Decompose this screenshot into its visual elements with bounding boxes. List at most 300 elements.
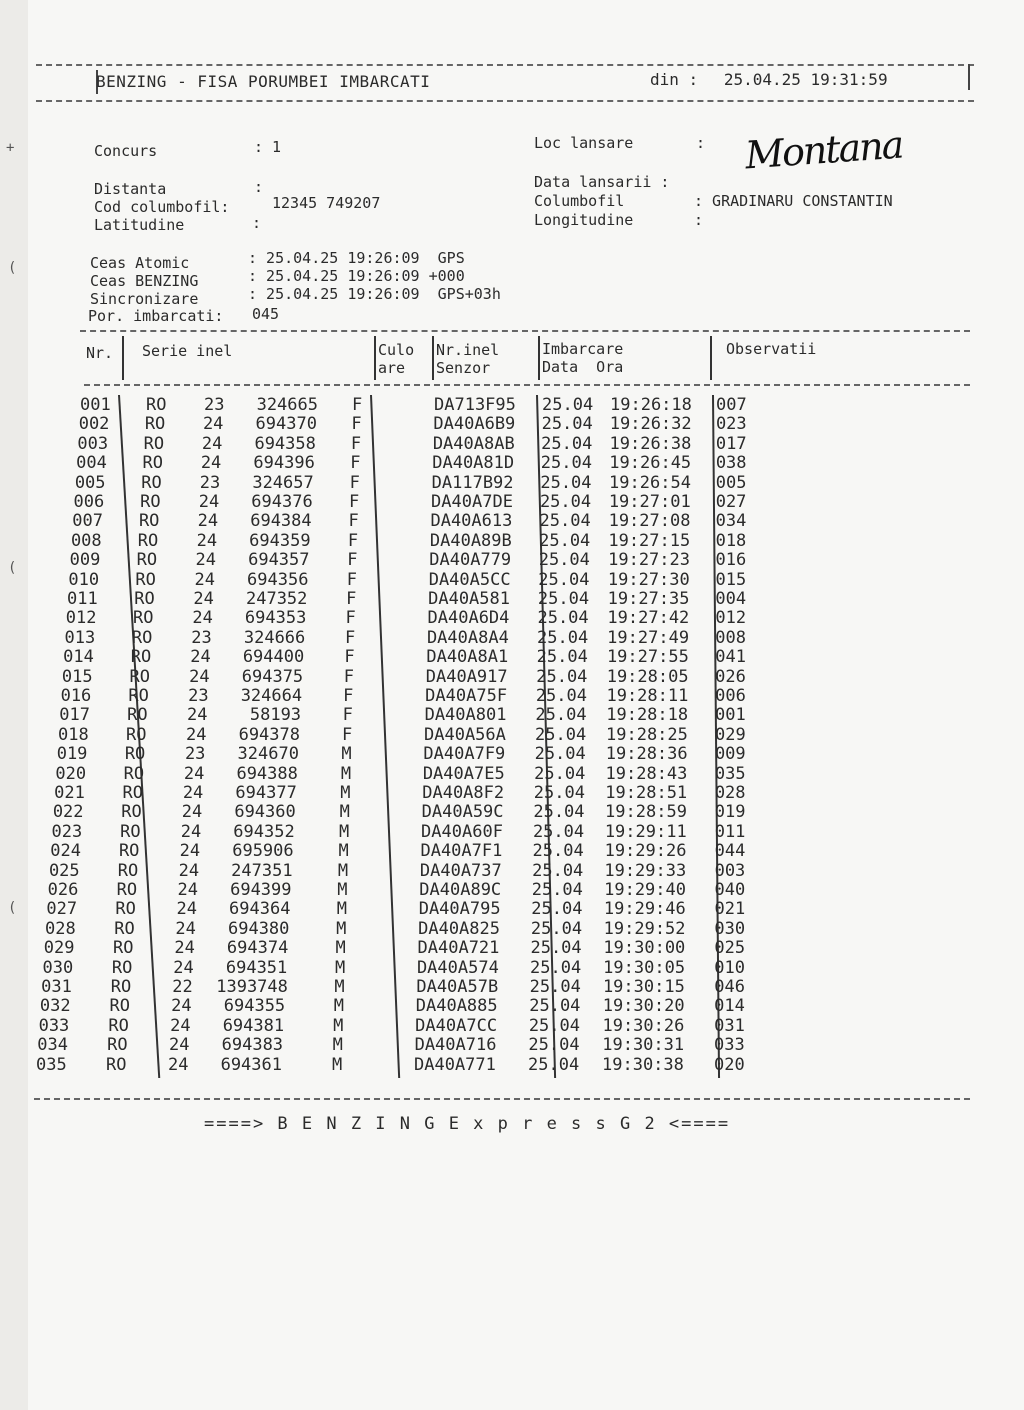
cell-data: 25.04 (531, 880, 583, 900)
cell-obs: 021 (714, 899, 746, 920)
cell-an: 24 (200, 453, 222, 474)
cell-obs: 028 (714, 783, 746, 803)
cell-inel: 694375 (241, 666, 304, 687)
ceas-atomic-label: Ceas Atomic (90, 254, 190, 272)
cell-senzor: DA40A779 (429, 550, 512, 571)
cell-an: 23 (199, 472, 221, 493)
table-row (0, 608, 1024, 628)
cell-sex: F (342, 705, 353, 726)
latitudine-label: Latitudine (94, 216, 185, 234)
cell-inel: 324670 (237, 744, 299, 765)
cell-data: 25.04 (529, 977, 581, 997)
cell-tara: RO (107, 1035, 128, 1056)
cell-data: 25.04 (536, 647, 588, 668)
cell-tara: RO (135, 569, 156, 590)
col-header-observatii: Observatii (726, 340, 817, 358)
loc-lansare-colon: : (696, 134, 706, 152)
cell-data: 25.04 (541, 414, 593, 435)
cell-sex: F (351, 414, 362, 435)
cell-inel: 694358 (254, 433, 316, 454)
cell-senzor: DA40A81D (432, 453, 515, 474)
cell-nr: 023 (51, 821, 83, 842)
cell-inel: 694359 (249, 530, 311, 551)
cell-data: 25.04 (538, 550, 590, 571)
cell-data: 25.04 (534, 744, 586, 765)
cell-inel: 694355 (223, 996, 286, 1017)
cell-ora: 19:28:18 (606, 705, 689, 726)
cell-tara: RO (130, 647, 152, 668)
cell-obs: 014 (714, 996, 745, 1017)
cell-tara: RO (142, 453, 163, 474)
cell-sex: M (335, 938, 346, 959)
footer-banner: ====> B E N Z I N G E x p r e s s G 2 <==== (204, 1114, 731, 1134)
col-header-culoare-2: are (378, 359, 406, 377)
porumbei-imbarcati-value: 045 (252, 305, 280, 323)
cell-ora: 19:29:33 (604, 860, 687, 881)
cell-nr: 014 (63, 647, 94, 668)
cell-senzor: DA40A6D4 (427, 608, 510, 629)
cell-data: 25.04 (535, 724, 587, 745)
cell-ora: 19:29:46 (603, 899, 686, 920)
cell-ora: 19:27:01 (608, 492, 691, 512)
cell-obs: 034 (715, 511, 747, 532)
cell-obs: 033 (714, 1035, 745, 1056)
cell-obs: 008 (715, 627, 746, 648)
cell-inel: 694364 (229, 899, 291, 920)
cell-sex: M (337, 880, 348, 900)
cell-sex: F (349, 472, 360, 493)
cell-data: 25.04 (532, 821, 585, 842)
cell-sex: M (339, 802, 350, 823)
table-row (0, 628, 1024, 648)
cell-inel: 694381 (222, 1015, 285, 1036)
cell-obs: 041 (715, 647, 746, 668)
cell-data: 25.04 (534, 763, 586, 784)
cell-senzor: DA40A56A (424, 724, 506, 745)
cell-data: 25.04 (529, 996, 581, 1017)
table-row (0, 492, 1024, 512)
cell-tara: RO (141, 472, 162, 493)
porumbei-imbarcati-label: Por. imbarcati: (88, 307, 224, 325)
cell-sex: F (346, 569, 357, 590)
cell-nr: 033 (38, 1015, 70, 1036)
table-row (0, 686, 1024, 706)
table-row (0, 647, 1024, 667)
cell-an: 23 (184, 744, 206, 765)
table-row (0, 414, 1024, 434)
rule-serie-header (374, 336, 376, 380)
table-row (0, 841, 1024, 861)
cell-obs: 003 (714, 860, 746, 881)
cell-ora: 19:26:54 (609, 472, 691, 493)
cell-nr: 003 (77, 433, 109, 454)
cell-data: 25.04 (542, 395, 594, 415)
cell-sex: M (333, 1015, 344, 1036)
cell-senzor: DA40A8F2 (422, 783, 505, 803)
cell-senzor: DA40A8AB (432, 433, 515, 454)
cell-ora: 19:30:38 (602, 1054, 684, 1075)
cell-senzor: DA40A7F1 (420, 841, 503, 862)
cell-sex: F (350, 453, 361, 474)
cell-obs: 044 (714, 841, 746, 862)
cell-ora: 19:27:30 (607, 569, 690, 590)
cell-obs: 015 (715, 569, 747, 590)
cell-an: 24 (194, 569, 215, 590)
cell-tara: RO (133, 608, 154, 629)
cell-data: 25.04 (537, 627, 589, 648)
cell-sex: M (340, 763, 352, 784)
rule-nr-header (122, 336, 124, 380)
cell-tara: RO (108, 1015, 129, 1036)
loc-lansare-label: Loc lansare (534, 134, 634, 152)
cell-tara: RO (124, 744, 146, 765)
table-top-dashline (80, 330, 970, 332)
cell-ora: 19:28:51 (605, 783, 688, 803)
cell-sex: M (340, 783, 351, 803)
cell-obs: 010 (714, 957, 745, 978)
cell-ora: 19:28:43 (605, 763, 688, 784)
table-row (0, 861, 1024, 881)
cell-obs: 030 (714, 918, 746, 939)
print-date-label: din : (650, 70, 699, 89)
cell-an: 24 (176, 899, 197, 920)
cell-an: 24 (189, 666, 210, 687)
cell-an: 24 (174, 938, 195, 959)
cell-data: 25.04 (531, 899, 583, 920)
table-row (0, 996, 1024, 1016)
cell-senzor: DA40A825 (418, 918, 500, 939)
cell-an: 23 (204, 395, 225, 415)
cell-obs: 031 (714, 1015, 745, 1036)
cell-an: 24 (197, 511, 219, 532)
cell-obs: 046 (714, 977, 745, 997)
cell-nr: 020 (55, 763, 87, 784)
cell-inel: 694383 (221, 1035, 284, 1056)
table-row (0, 958, 1024, 978)
concurs-value: : 1 (254, 138, 282, 156)
cell-data: 25.04 (537, 608, 589, 629)
cell-nr: 022 (52, 802, 84, 823)
rule-culoare-header (432, 336, 434, 380)
cell-ora: 19:27:42 (607, 608, 690, 629)
cell-tara: RO (134, 589, 155, 609)
cell-inel: 694396 (253, 453, 315, 474)
edge-bracket: ( (8, 900, 17, 916)
cell-an: 24 (181, 802, 203, 823)
cell-obs: 029 (715, 724, 746, 745)
cell-an: 24 (190, 647, 211, 668)
table-row (0, 880, 1024, 900)
cell-obs: 007 (716, 395, 747, 415)
cell-sex: F (348, 511, 359, 532)
cell-senzor: DA40A59C (421, 802, 504, 823)
ceas-benzing-value: : 25.04.25 19:26:09 +000 (248, 267, 465, 285)
table-row (0, 1016, 1024, 1036)
cell-nr: 028 (45, 918, 76, 939)
col-header-imbarcare: Imbarcare (542, 340, 624, 358)
cod-columbofil-value: 12345 749207 (272, 194, 381, 212)
cell-ora: 19:27:35 (607, 589, 690, 609)
table-row (0, 764, 1024, 784)
cell-ora: 19:27:23 (608, 550, 690, 571)
cell-data: 25.04 (533, 802, 585, 823)
table-row (0, 899, 1024, 919)
cell-nr: 034 (37, 1035, 68, 1056)
table-row (0, 511, 1024, 531)
cell-ora: 19:27:15 (608, 530, 691, 551)
cod-columbofil-label: Cod columbofil: (94, 198, 230, 216)
cell-sex: M (334, 957, 346, 978)
cell-inel: 694361 (220, 1054, 282, 1075)
cell-ora: 19:30:00 (603, 938, 686, 959)
cell-an: 24 (186, 724, 207, 745)
cell-data: 25.04 (535, 686, 587, 706)
cell-senzor: DA40A89C (419, 880, 502, 900)
table-row (0, 434, 1024, 454)
cell-nr: 001 (80, 395, 111, 415)
edge-bracket: ( (8, 560, 17, 576)
cell-data: 25.04 (539, 530, 591, 551)
cell-tara: RO (140, 492, 161, 512)
cell-nr: 007 (72, 511, 103, 532)
table-row (0, 1055, 1024, 1075)
table-row (0, 725, 1024, 745)
cell-inel: 694378 (238, 724, 300, 745)
cell-ora: 19:28:59 (605, 802, 687, 823)
cell-nr: 005 (74, 472, 106, 493)
cell-an: 24 (173, 957, 194, 978)
cell-sex: F (343, 686, 354, 706)
cell-senzor: DA40A7DE (431, 492, 513, 512)
table-row (0, 977, 1024, 997)
cell-inel: 694399 (230, 880, 292, 900)
cell-ora: 19:30:05 (603, 957, 686, 978)
cell-obs: 027 (715, 492, 747, 512)
cell-sex: M (333, 996, 344, 1017)
cell-inel: 694400 (242, 647, 305, 668)
table-row (0, 938, 1024, 958)
cell-data: 25.04 (528, 1015, 580, 1036)
cell-inel: 694384 (250, 511, 312, 532)
cell-ora: 19:26:38 (609, 433, 692, 454)
table-row (0, 589, 1024, 609)
cell-senzor: DA40A917 (425, 666, 508, 687)
cell-obs: 009 (714, 744, 746, 765)
cell-inel: 694360 (234, 802, 296, 823)
cell-inel: 694388 (236, 763, 298, 784)
cell-ora: 19:27:49 (607, 627, 690, 648)
cell-obs: 011 (714, 821, 746, 842)
cell-nr: 032 (39, 996, 71, 1017)
cell-sex: F (349, 492, 360, 512)
cell-obs: 004 (715, 589, 747, 609)
cell-sex: F (343, 666, 354, 687)
cell-an: 24 (171, 996, 192, 1017)
cell-an: 24 (187, 705, 208, 726)
cell-inel: 247351 (231, 860, 293, 881)
cell-inel: 694374 (226, 938, 289, 959)
cell-nr: 026 (47, 880, 79, 900)
cell-nr: 015 (61, 666, 93, 687)
cell-sex: F (342, 724, 353, 745)
cell-data: 25.04 (539, 511, 591, 532)
longitudine-label: Longitudine (534, 211, 634, 229)
columbofil-label: Columbofil (534, 192, 625, 210)
table-row (0, 822, 1024, 842)
cell-tara: RO (113, 938, 134, 959)
cell-inel: 247352 (245, 589, 308, 609)
cell-obs: 012 (715, 608, 747, 629)
cell-data: 25.04 (540, 472, 592, 493)
cell-sex: F (344, 627, 356, 648)
table-row (0, 705, 1024, 725)
cell-nr: 018 (58, 724, 89, 745)
cell-senzor: DA40A8A1 (426, 647, 509, 668)
cell-obs: 005 (715, 472, 747, 493)
cell-tara: RO (121, 802, 142, 823)
distanta-value: : (254, 178, 264, 196)
cell-obs: 038 (715, 453, 747, 474)
cell-data: 25.04 (530, 957, 582, 978)
cell-sex: M (341, 744, 352, 765)
concurs-label: Concurs (94, 142, 158, 160)
cell-inel: 694380 (227, 918, 290, 939)
cell-senzor: DA40A7F9 (423, 744, 506, 765)
cell-inel: 694352 (233, 821, 295, 842)
cell-obs: 025 (714, 938, 746, 959)
cell-inel: 324664 (240, 686, 303, 706)
cell-data: 25.04 (528, 1054, 580, 1075)
cell-senzor: DA40A885 (415, 996, 498, 1017)
cell-senzor: DA40A5CC (428, 569, 511, 590)
cell-nr: 021 (54, 783, 85, 803)
cell-nr: 016 (60, 686, 92, 706)
cell-senzor: DA40A7CC (415, 1015, 498, 1036)
cell-nr: 035 (36, 1054, 67, 1075)
cell-data: 25.04 (530, 938, 582, 959)
cell-an: 24 (196, 530, 218, 551)
cell-ora: 19:30:31 (602, 1035, 685, 1056)
latitudine-value: : (252, 214, 262, 232)
ceas-benzing-label: Ceas BENZING (90, 272, 199, 290)
cell-inel: 695906 (232, 841, 294, 862)
table-row (0, 744, 1024, 764)
cell-obs: 040 (714, 880, 746, 900)
cell-senzor: DA40A801 (424, 705, 507, 726)
cell-senzor: DA40A613 (430, 511, 513, 532)
table-row (0, 1035, 1024, 1055)
cell-obs: 035 (714, 763, 746, 784)
cell-an: 24 (198, 492, 220, 512)
cell-nr: 031 (41, 977, 72, 997)
loc-lansare-handwritten-value: Montana (743, 122, 904, 178)
cell-ora: 19:30:20 (602, 996, 685, 1017)
cell-sex: M (339, 821, 350, 842)
cell-tara: RO (146, 395, 167, 415)
cell-tara: RO (106, 1054, 127, 1075)
col-header-nr-inel-2: Senzor (436, 359, 491, 377)
cell-nr: 027 (46, 899, 78, 920)
cell-tara: RO (111, 957, 133, 978)
cell-tara: RO (126, 724, 147, 745)
col-header-data-ora: Data Ora (542, 358, 624, 376)
cell-an: 24 (195, 550, 216, 571)
cell-an: 24 (175, 918, 196, 939)
cell-senzor: DA713F95 (434, 395, 516, 415)
cell-ora: 19:27:55 (606, 647, 689, 668)
cell-tara: RO (109, 996, 130, 1017)
cell-nr: 002 (78, 414, 110, 435)
cell-inel: 324657 (252, 472, 314, 493)
cell-ora: 19:28:11 (606, 686, 689, 706)
cell-tara: RO (138, 511, 160, 532)
cell-sex: F (346, 589, 357, 609)
cell-senzor: DA117B92 (431, 472, 514, 493)
cell-nr: 010 (68, 569, 100, 590)
cell-nr: 019 (56, 744, 88, 765)
cell-an: 24 (179, 841, 201, 862)
document-title: BENZING - FISA PORUMBEI IMBARCATI (96, 72, 431, 91)
cell-data: 25.04 (532, 860, 584, 881)
cell-senzor: DA40A6B9 (433, 414, 516, 435)
cell-ora: 19:26:18 (610, 395, 692, 415)
cell-tara: RO (116, 880, 138, 900)
edge-bracket: + (6, 140, 15, 156)
cell-nr: 030 (42, 957, 74, 978)
cell-sex: F (350, 433, 362, 454)
cell-obs: 017 (715, 433, 747, 454)
cell-an: 24 (192, 608, 213, 629)
cell-data: 25.04 (532, 841, 584, 862)
cell-an: 24 (180, 821, 202, 842)
cell-senzor: DA40A57B (416, 977, 499, 997)
cell-inel: 58193 (249, 705, 302, 726)
cell-data: 25.04 (540, 453, 592, 474)
cell-ora: 19:30:26 (602, 1015, 685, 1036)
cell-sex: M (334, 977, 345, 997)
cell-inel: 324666 (243, 627, 306, 648)
cell-tara: RO (120, 821, 141, 842)
cell-an: 24 (183, 763, 205, 784)
header-bottom-dashline (36, 100, 974, 102)
cell-nr: 029 (43, 938, 75, 959)
cell-tara: RO (115, 899, 136, 920)
cell-nr: 024 (50, 841, 81, 862)
cell-an: 22 (172, 977, 193, 997)
cell-tara: RO (114, 918, 135, 939)
cell-an: 24 (178, 860, 200, 881)
cell-an: 24 (168, 1054, 189, 1075)
cell-sex: M (336, 899, 347, 920)
cell-senzor: DA40A581 (428, 589, 510, 609)
cell-obs: 001 (715, 705, 746, 726)
longitudine-value: : (694, 211, 704, 229)
cell-senzor: DA40A89B (429, 530, 512, 551)
table-row (0, 570, 1024, 590)
cell-an: 24 (177, 880, 198, 900)
cell-tara: RO (122, 783, 143, 803)
cell-nr: 013 (64, 627, 96, 648)
cell-data: 25.04 (536, 666, 588, 687)
cell-data: 25.04 (528, 1035, 580, 1056)
cell-an: 24 (201, 433, 223, 454)
table-row (0, 667, 1024, 687)
ceas-atomic-value: : 25.04.25 19:26:09 GPS (248, 249, 465, 267)
cell-tara: RO (131, 627, 153, 648)
cell-inel: 694353 (244, 608, 307, 629)
cell-obs: 026 (715, 666, 746, 687)
cell-tara: RO (129, 666, 150, 687)
